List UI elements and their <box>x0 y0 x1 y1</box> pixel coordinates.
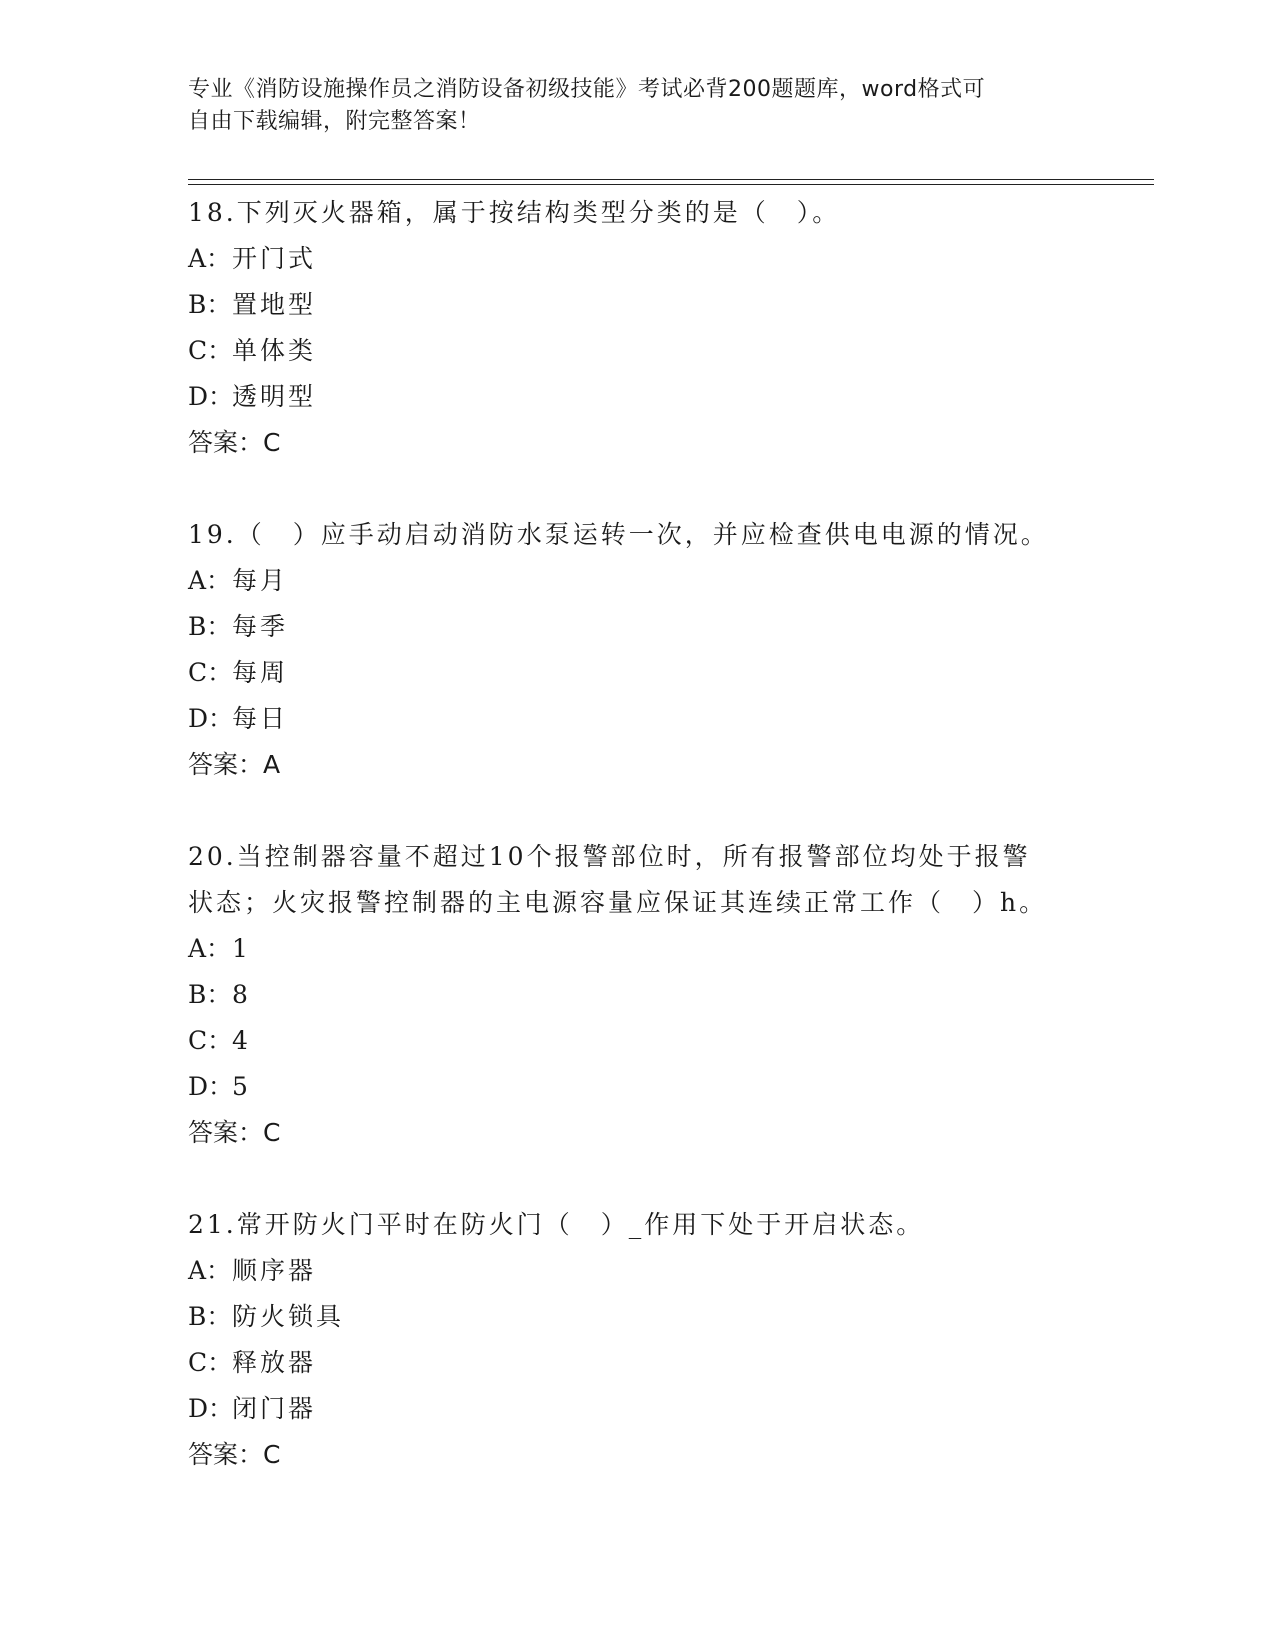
question-stem: 19.（ ）应手动启动消防水泵运转一次，并应检查供电电源的情况。 <box>188 520 1049 549</box>
option-text: 4 <box>232 1026 251 1055</box>
option-c <box>188 1018 1088 1064</box>
option-text: 闭门器 <box>232 1394 317 1423</box>
question-stem: 18.下列灭火器箱，属于按结构类型分类的是（ ）。 <box>188 198 841 227</box>
option-b <box>188 972 1088 1018</box>
option-letter: D： <box>188 1072 234 1101</box>
option-letter: D： <box>188 704 234 733</box>
option-letter: A： <box>188 566 232 595</box>
option-text: 1 <box>232 934 251 963</box>
option-a <box>188 1248 1088 1294</box>
option-letter: D： <box>188 1394 234 1423</box>
option-c <box>188 328 1088 374</box>
question-19 <box>188 512 1088 788</box>
option-text: 顺序器 <box>232 1256 317 1285</box>
option-b <box>188 282 1088 328</box>
option-a <box>188 558 1088 604</box>
question-18 <box>188 190 1088 466</box>
option-text: 每周 <box>232 658 289 687</box>
option-letter: A： <box>188 244 232 273</box>
option-text: 防火锁具 <box>232 1302 345 1331</box>
question-stem: 21.常开防火门平时在防火门（ ）_作用下处于开启状态。 <box>188 1210 925 1239</box>
option-text: 每季 <box>232 612 289 641</box>
option-letter: D： <box>188 382 234 411</box>
question-20 <box>188 834 1088 1156</box>
option-d <box>188 1386 1088 1432</box>
question-list <box>188 190 1088 1478</box>
option-text: 5 <box>232 1072 251 1101</box>
answer-line: 答案：C <box>188 1118 281 1147</box>
option-text: 每月 <box>232 566 289 595</box>
spacer <box>188 1156 1088 1202</box>
option-text: 置地型 <box>232 290 317 319</box>
answer-line: 答案：A <box>188 750 281 779</box>
header-line-2: 自由下载编辑，附完整答案！ <box>188 109 481 134</box>
option-letter: C： <box>188 1348 233 1377</box>
header-divider-bottom <box>188 184 1154 185</box>
option-letter: C： <box>188 1026 233 1055</box>
question-stem: 20.当控制器容量不超过10个报警部位时，所有报警部位均处于报警 <box>188 842 1031 871</box>
option-letter: B： <box>188 612 232 641</box>
option-c <box>188 1340 1088 1386</box>
option-a <box>188 236 1088 282</box>
option-text: 释放器 <box>232 1348 317 1377</box>
option-letter: A： <box>188 934 232 963</box>
spacer <box>188 466 1088 512</box>
option-d <box>188 1064 1088 1110</box>
option-b <box>188 1294 1088 1340</box>
header-line-1: 专业《消防设施操作员之消防设备初级技能》考试必背200题题库，word格式可 <box>188 77 986 102</box>
option-letter: C： <box>188 336 233 365</box>
header-divider-top <box>188 179 1154 180</box>
option-d <box>188 374 1088 420</box>
option-text: 透明型 <box>232 382 317 411</box>
document-header <box>188 74 1068 138</box>
option-letter: C： <box>188 658 233 687</box>
question-stem-continued: 状态；火灾报警控制器的主电源容量应保证其连续正常工作（ ）h。 <box>188 888 1048 917</box>
option-letter: B： <box>188 290 232 319</box>
option-text: 开门式 <box>232 244 317 273</box>
answer-line: 答案：C <box>188 1440 281 1469</box>
option-text: 8 <box>232 980 251 1009</box>
option-letter: B： <box>188 1302 232 1331</box>
option-letter: B： <box>188 980 232 1009</box>
option-text: 单体类 <box>232 336 317 365</box>
option-a <box>188 926 1088 972</box>
option-text: 每日 <box>232 704 289 733</box>
question-21 <box>188 1202 1088 1478</box>
option-b <box>188 604 1088 650</box>
option-letter: A： <box>188 1256 232 1285</box>
answer-line: 答案：C <box>188 428 281 457</box>
option-c <box>188 650 1088 696</box>
spacer <box>188 788 1088 834</box>
option-d <box>188 696 1088 742</box>
